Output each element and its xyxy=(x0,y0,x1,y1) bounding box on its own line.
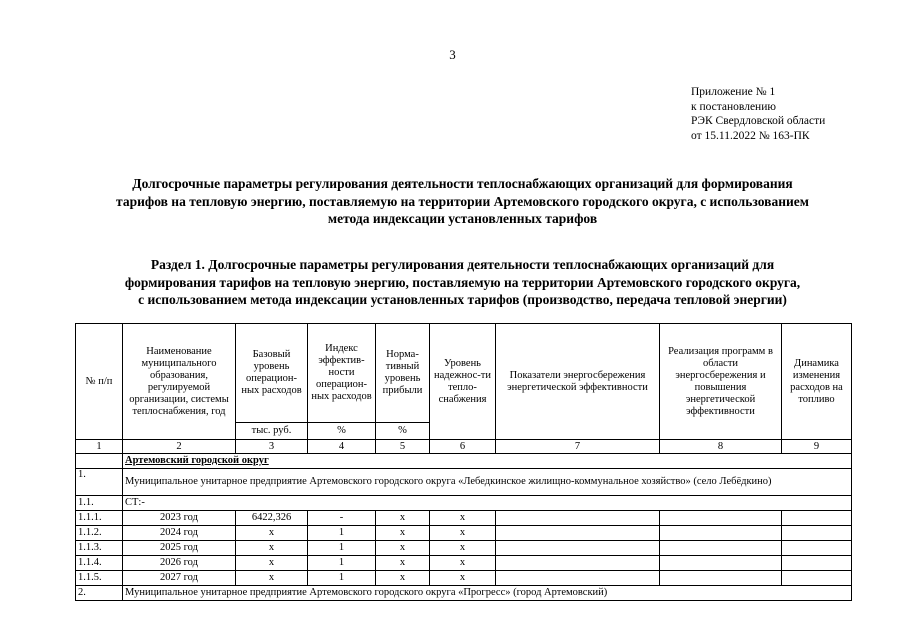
row-base-opex: х xyxy=(236,526,308,541)
row-year: 2025 год xyxy=(123,541,236,556)
row-year: 2026 год xyxy=(123,556,236,571)
row-reliability: х xyxy=(430,556,496,571)
row-number: 1.1.4. xyxy=(76,556,123,571)
row-base-opex: х xyxy=(236,541,308,556)
row-year: 2024 год xyxy=(123,526,236,541)
appendix-line: к постановлению xyxy=(691,100,776,113)
header-programs: Реализация программ в области энергосбережения и повышения энергетической эффективности xyxy=(660,324,782,440)
appendix-reference xyxy=(691,85,825,143)
column-number: 3 xyxy=(236,440,308,454)
organization-row xyxy=(76,469,852,496)
section-title-line: Раздел 1. Долгосрочные параметры регулирования деятельности теплоснабжающих организаций для xyxy=(150,257,775,272)
row-reliability: х xyxy=(430,526,496,541)
unit-efficiency-index: % xyxy=(308,423,376,440)
appendix-line: РЭК Свердловской области xyxy=(691,115,826,127)
section-title-line: формирования тарифов на тепловую энергию, поставляемую на территории Артемовского городского округа, xyxy=(124,274,801,290)
row-efficiency-index: 1 xyxy=(308,571,376,586)
column-number: 5 xyxy=(376,440,430,454)
header-base-opex: Базовый уровень операцион-ных расходов xyxy=(236,324,308,423)
section-title xyxy=(40,256,885,309)
parameters-table xyxy=(75,323,852,601)
unit-base-opex: тыс. руб. xyxy=(236,423,308,440)
row-number: 1.1.2. xyxy=(76,526,123,541)
column-number: 2 xyxy=(123,440,236,454)
system-row xyxy=(76,496,852,511)
header-name: Наименование муниципального образования, регулируемой организации, системы теплоснабжения, год xyxy=(123,324,236,440)
header-reliability: Уровень надежнос-ти тепло-снабжения xyxy=(430,324,496,440)
row-reliability: х xyxy=(430,511,496,526)
row-profit-level: х xyxy=(376,571,430,586)
row-efficiency-index: 1 xyxy=(308,526,376,541)
column-number: 1 xyxy=(76,440,123,454)
row-efficiency-index: 1 xyxy=(308,556,376,571)
row-number: 1.1.5. xyxy=(76,571,123,586)
organization-name: Муниципальное унитарное предприятие Артемовского городского округа «Прогресс» (город Артемовский) xyxy=(123,586,852,601)
header-profit-level: Норма-тивный уровень прибыли xyxy=(376,324,430,423)
region-name: Артемовский городской округ xyxy=(125,455,269,466)
header-energy-saving: Показатели энергосбережения энергетической эффективности xyxy=(496,324,660,440)
column-number: 6 xyxy=(430,440,496,454)
column-number: 7 xyxy=(496,440,660,454)
row-base-opex: 6422,326 xyxy=(236,511,308,526)
row-reliability: х xyxy=(430,571,496,586)
row-year: 2023 год xyxy=(123,511,236,526)
title-line: Долгосрочные параметры регулирования деятельности теплоснабжающих организаций для формирования xyxy=(132,176,793,191)
system-name: СТ:- xyxy=(123,496,852,511)
organization-number: 1. xyxy=(76,469,123,496)
row-base-opex: х xyxy=(236,556,308,571)
row-year: 2027 год xyxy=(123,571,236,586)
document-title xyxy=(40,175,885,228)
appendix-line: Приложение № 1 xyxy=(691,86,776,98)
system-number: 1.1. xyxy=(76,496,123,511)
column-number: 4 xyxy=(308,440,376,454)
column-number: 9 xyxy=(782,440,852,454)
region-row xyxy=(76,454,852,469)
row-profit-level: х xyxy=(376,541,430,556)
title-line: метода индексации установленных тарифов xyxy=(327,211,598,226)
row-number: 1.1.1. xyxy=(76,511,123,526)
page-number: 3 xyxy=(449,47,456,62)
row-profit-level: х xyxy=(376,556,430,571)
row-efficiency-index: 1 xyxy=(308,541,376,556)
table-row xyxy=(76,571,852,586)
table-row xyxy=(76,526,852,541)
title-line: тарифов на тепловую энергию, поставляемую на территории Артемовского городского округа, с использованием xyxy=(116,193,809,209)
organization-name: Муниципальное унитарное предприятие Артемовского городского округа «Лебедкинское жилищно-коммунальное хозяйство» (село Лебёдкино) xyxy=(123,469,852,496)
table-row xyxy=(76,556,852,571)
row-efficiency-index: - xyxy=(308,511,376,526)
header-efficiency-index: Индекс эффектив-ности операцион-ных расходов xyxy=(308,324,376,423)
header-fuel-dynamics: Динамика изменения расходов на топливо xyxy=(782,324,852,440)
section-title-line: с использованием метода индексации установленных тарифов (производство, передача тепловой энергии) xyxy=(138,292,787,307)
row-base-opex: х xyxy=(236,571,308,586)
table-row xyxy=(76,541,852,556)
table-header-row xyxy=(76,324,852,423)
organization-row xyxy=(76,586,852,601)
row-profit-level: х xyxy=(376,526,430,541)
row-profit-level: х xyxy=(376,511,430,526)
appendix-line: от 15.11.2022 № 163-ПК xyxy=(691,129,810,142)
column-numbers-row xyxy=(76,440,852,454)
table-row xyxy=(76,511,852,526)
row-number: 1.1.3. xyxy=(76,541,123,556)
organization-number: 2. xyxy=(76,586,123,601)
row-reliability: х xyxy=(430,541,496,556)
column-number: 8 xyxy=(660,440,782,454)
unit-profit-level: % xyxy=(376,423,430,440)
header-number: № п/п xyxy=(76,324,123,440)
